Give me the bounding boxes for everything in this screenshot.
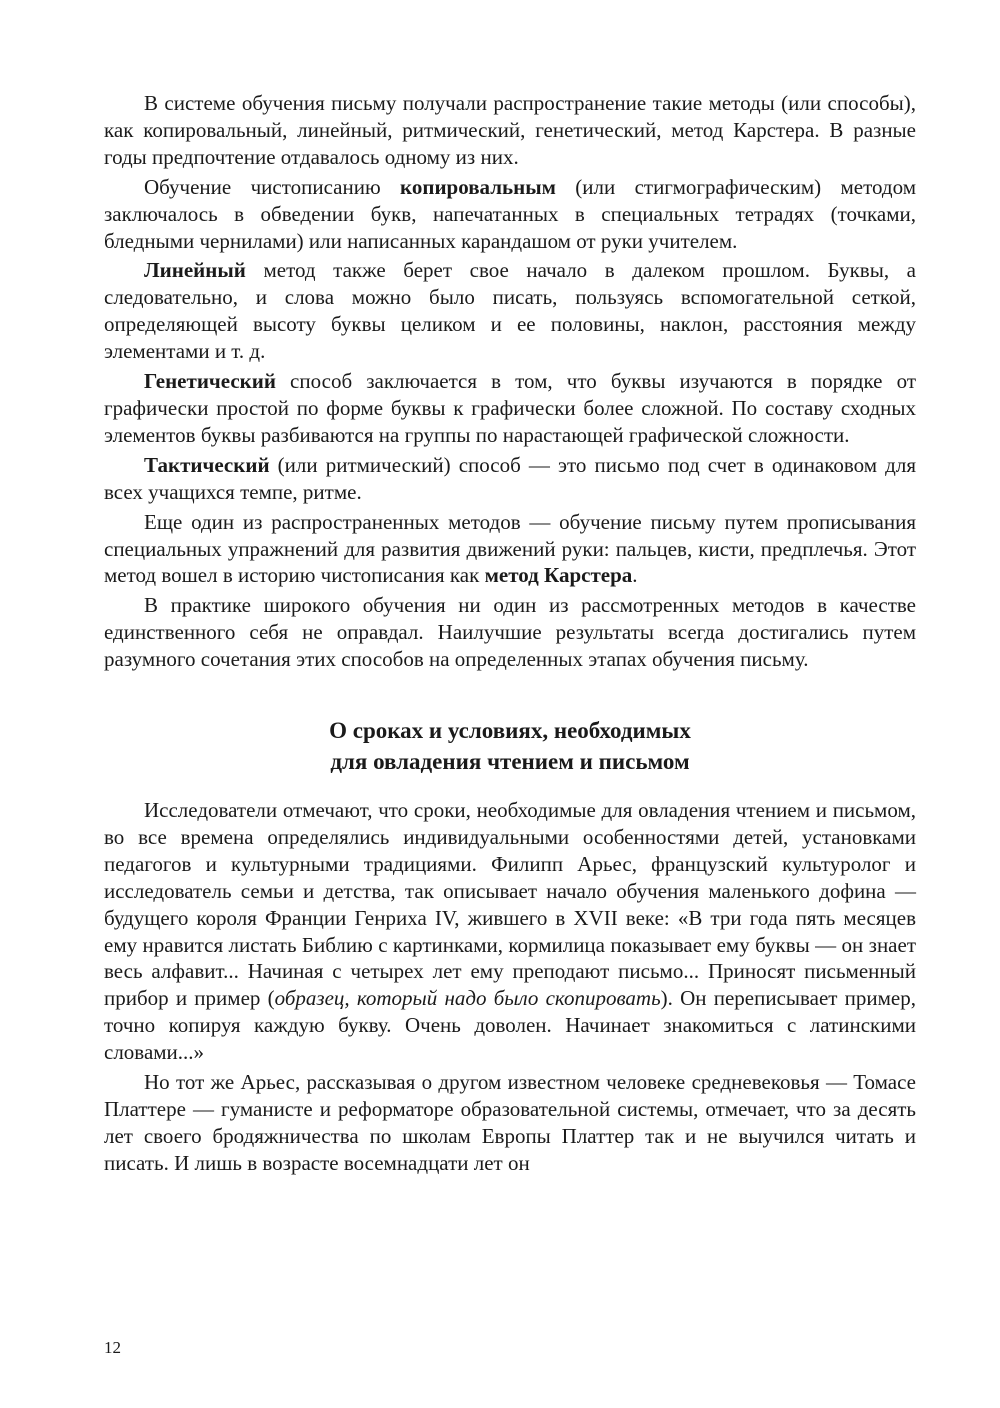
section-heading [104,715,916,777]
paragraph-text: Исследователи отмечают, что сроки, необходимые для овладения чтением и письмом, во все времена определялись индивидуальными особенностями детей, установками педагогов и культурными традициями. Филипп Арьес, французский культуролог и исследователь семьи и детства, так описывает начало обучения маленького дофина — будущего короля Франции Генриха IV, жившего в XVII веке: «В три года пять месяцев ему нравится листать Библию с картинками, кормилица показывает ему буквы — он знает весь алфавит... Начиная с четырех лет ему преподают письмо... Приносят письменный прибор и пример ( [104,798,916,1011]
page-number: 12 [104,1338,121,1357]
paragraph-text: . [632,563,638,588]
term-genetic-method: Генетический [144,369,276,394]
paragraph-text: способ заключается в том, что буквы изучаются в порядке от графически простой по форме буквы к графически более сложной. По составу сходных элементов буквы разбиваются на группы по нарастающей графической сложности. [104,369,916,447]
paragraph-methods-intro [104,90,916,171]
term-copy-method: копировальным [400,174,556,199]
paragraph-linear-method [104,257,916,365]
paragraph-text: Обучение чистописанию [144,174,401,199]
paragraph-text: В системе обучения письму получали распространение такие методы (или способы), как копировальный, линейный, ритмический, генетический, метод Карстера. В разные годы предпочтение отдавалось одному из них. [104,91,916,169]
paragraph-copy-method [104,174,916,255]
paragraph-genetic-method [104,368,916,449]
paragraph-text: Но тот же Арьес, рассказывая о другом известном человеке средневековья — Томасе Платтере — гуманисте и реформаторе образовательной системы, отмечает, что за десять лет своего бродяжничества по школам Европы Платтер так и не выучился читать и писать. И лишь в возрасте восемнадцати лет он [104,1070,916,1175]
italic-quote: образец, который надо было скопировать [274,986,661,1011]
page-body [104,90,916,1177]
paragraph-text: Еще один из распространенных методов — обучение письму путем прописывания специальных упражнений для развития движений руки: пальцев, кисти, предплечья. Этот метод вошел в историю чистописания как [104,509,916,588]
term-tactical-method: Тактический [144,452,270,477]
paragraph-karster-method [104,509,916,590]
paragraph-aries-dauphin [104,797,916,1066]
paragraph-text: (или стигмографическим) методом заключалось в обведении букв, напечатанных в специальных тетрадях (точками, бледными чернилами) или написанных карандашом от руки учителем. [104,174,916,253]
paragraph-methods-conclusion [104,592,916,673]
paragraph-text: В практике широкого обучения ни один из рассмотренных методов в качестве единственного себя не оправдал. Наилучшие результаты всегда достигались путем разумного сочетания этих способов на определенных этапах обучения письму. [104,593,916,672]
paragraph-tactical-method [104,452,916,506]
section-heading-line-2: для овладения чтением и письмом [330,749,690,775]
paragraph-platter [104,1069,916,1177]
paragraph-text: метод также берет свое начало в далеком прошлом. Буквы, а следовательно, и слова можно было писать, пользуясь вспомогательной сеткой, определяющей высоту буквы целиком и ее половины, наклон, расстояния между элементами и т. д. [104,258,916,364]
paragraph-text: (или ритмический) способ — это письмо под счет в одинаковом для всех учащихся темпе, ритме. [104,452,916,504]
term-karster-method: метод Карстера [484,563,633,588]
term-linear-method: Линейный [144,258,246,283]
paragraph-text: ). Он переписывает пример, точно копируя каждую букву. Очень доволен. Начинает знакомиться с латинскими словами...» [104,986,916,1065]
section-heading-line-1: О сроках и условиях, необходимых [329,718,691,744]
